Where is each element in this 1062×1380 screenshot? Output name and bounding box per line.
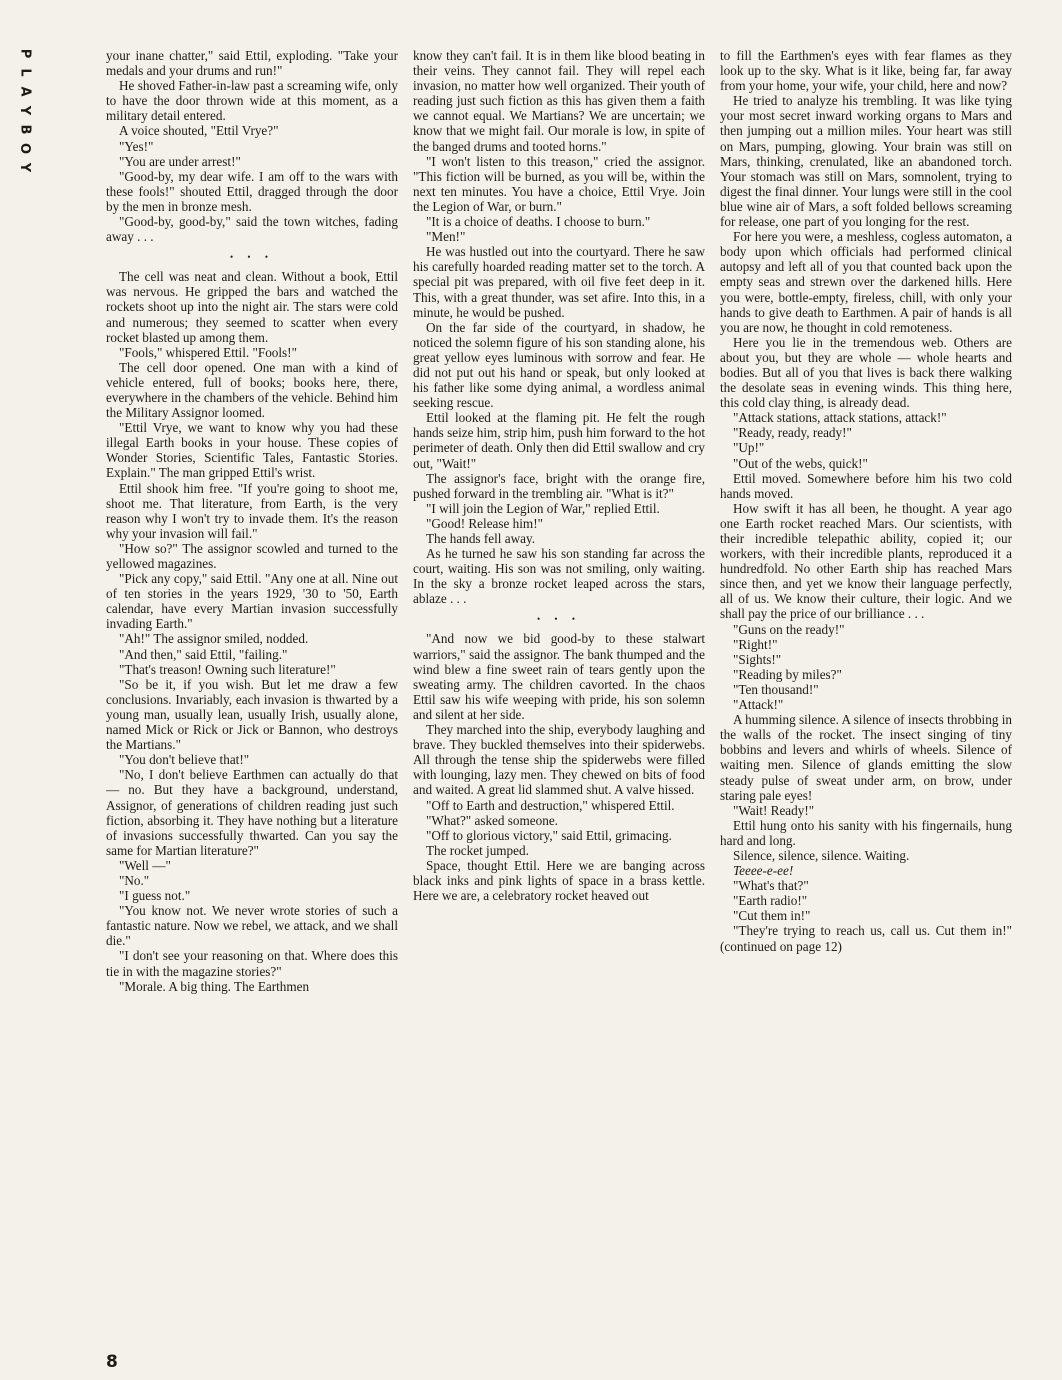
paragraph: "You are under arrest!" bbox=[119, 153, 241, 169]
paragraph: "I guess not." bbox=[119, 888, 191, 904]
paragraph: "Cut them in!" bbox=[733, 908, 811, 924]
paragraph: He tried to analyze his trembling. It was like tying your most secret inward working organs to Mars and then jumping out a million miles. Your heart was still on Mars, pumping, glowing. Your brain was still on Mars, thinking, crenulated, like an abandoned torch. Your stomach was still on Mars, somnolent, trying to digest the final dinner. Your lungs were still in the cool blue wine air of Mars, a soft folded bellows screaming for release, one part of you longing for the rest. bbox=[720, 93, 1012, 230]
paragraph: "Well —" bbox=[119, 857, 171, 873]
paragraph: Ettil shook him free. "If you're going to shoot me, shoot me. That literature, from Earth, is the very reason why I won't try to invade them. It's the reason why your invasion will fail." bbox=[106, 480, 398, 541]
text-column-2 bbox=[413, 48, 705, 1333]
paragraph: "Yes!" bbox=[119, 138, 154, 154]
paragraph: They marched into the ship, everybody laughing and brave. They buckled themselves into their spiderwebs. All through the tense ship the spiderwebs were filled with lounging, lazy men. They chewed on bits of food and waited. A great lid slammed shut. A valve hissed. bbox=[413, 722, 705, 798]
section-separator: • • • bbox=[230, 252, 274, 263]
paragraph: "And then," said Ettil, "failing." bbox=[119, 646, 288, 662]
masthead-letter: L bbox=[17, 68, 33, 77]
paragraph: He was hustled out into the courtyard. There he saw his carefully hoarded reading matter set to the torch. A special pit was prepared, with oil five feet deep in it. This, with a great thunder, was set afire. Into this, in a minute, he would be pushed. bbox=[413, 244, 705, 320]
paragraph: "Out of the webs, quick!" bbox=[733, 455, 868, 471]
paragraph: Teeee-e-ee! bbox=[733, 863, 794, 879]
paragraph: He shoved Father-in-law past a screaming wife, only to have the door thrown wide at this moment, as a military detail entered. bbox=[106, 78, 398, 124]
paragraph: "Attack stations, attack stations, attack!" bbox=[733, 410, 947, 426]
paragraph: "I don't see your reasoning on that. Where does this tie in with the magazine stories?" bbox=[106, 948, 398, 979]
paragraph: "Good-by, my dear wife. I am off to the wars with these fools!" shouted Ettil, dragged through the door by the men in bronze mesh. bbox=[106, 168, 398, 214]
paragraph: How swift it has all been, he thought. A year ago one Earth rocket reached Mars. Our scientists, with their incredible telepathic ability, copied it; our workers, with their incredible plants, reproduced it a hundredfold. No other Earth ship has reached Mars since then, and yet we know their language perfectly, all of us. We know their culture, their logic. And we shall pay the price of our brilliance . . . bbox=[720, 500, 1012, 622]
paragraph: The cell door opened. One man with a kind of vehicle entered, full of books; books here, there, everywhere in the chambers of the vehicle. Behind him the Military Assignor loomed. bbox=[106, 359, 398, 421]
paragraph: A humming silence. A silence of insects throbbing in the walls of the rocket. The insect singing of tiny bobbins and levers and whirls of wheels. Silence of waiting men. Silence of glands emitting the slow steady pulse of sweat under arm, on brow, under staring pale eyes! bbox=[720, 712, 1012, 803]
paragraph: "No." bbox=[119, 872, 150, 888]
paragraph: "Wait! Ready!" bbox=[733, 802, 815, 818]
paragraph: "Ten thousand!" bbox=[733, 681, 819, 697]
paragraph: to fill the Earthmen's eyes with fear flames as they look up to the sky. What is it like, being far, far away from your home, your wife, your child, here and now? bbox=[720, 48, 1012, 94]
paragraph: The assignor's face, bright with the orange fire, pushed forward in the trembling air. "What is it?" bbox=[413, 470, 705, 501]
paragraph: "I will join the Legion of War," replied Ettil. bbox=[426, 500, 660, 516]
paragraph: The cell was neat and clean. Without a book, Ettil was nervous. He gripped the bars and watched the rockets shoot up into the night air. The stars were cold and numerous; they seemed to scatter when every rocket blasted up among them. bbox=[106, 269, 398, 345]
paragraph: "What?" asked someone. bbox=[426, 812, 558, 828]
paragraph: A voice shouted, "Ettil Vrye?" bbox=[119, 123, 279, 139]
paragraph: Here you lie in the tremendous web. Others are about you, but they are whole — whole hearts and bodies. But all of you that lives is back there walking the desolate seas in evening winds. This thing here, this cold clay thing, is already dead. bbox=[720, 334, 1012, 411]
masthead-letter: Y bbox=[17, 105, 33, 116]
paragraph: "Good-by, good-by," said the town witches, fading away . . . bbox=[106, 214, 398, 245]
paragraph: "Fools," whispered Ettil. "Fools!" bbox=[119, 344, 297, 360]
paragraph: "Guns on the ready!" bbox=[733, 621, 845, 637]
paragraph: "Attack!" bbox=[733, 697, 784, 713]
paragraph: "Reading by miles?" bbox=[733, 666, 842, 682]
masthead-letter: P bbox=[17, 48, 33, 59]
paragraph: Ettil hung onto his sanity with his fingernails, hung hard and long. bbox=[720, 817, 1012, 848]
paragraph: On the far side of the courtyard, in shadow, he noticed the solemn figure of his son standing alone, his great yellow eyes luminous with sorrow and fear. He did not put out his hand or speak, but only looked at his father like some dying animal, a wordless animal seeking rescue. bbox=[413, 319, 705, 411]
paragraph: "And now we bid good-by to these stalwart warriors," said the assignor. The bank thumped and the wind blew a fine sweet rain of tears gently upon the sweating army. The children cavorted. In the chaos Ettil saw his wife weeping with pride, his son solemn and silent at her side. bbox=[413, 631, 705, 722]
section-separator: • • • bbox=[537, 614, 581, 625]
paragraph: "What's that?" bbox=[733, 878, 809, 894]
paragraph: As he turned he saw his son standing far across the court, waiting. His son was not smiling, only waiting. In the sky a bronze rocket leaped across the stars, ablaze . . . bbox=[413, 546, 705, 607]
page-number: 8 bbox=[106, 1352, 118, 1372]
paragraph: "Pick any copy," said Ettil. "Any one at all. Nine out of ten stories in the years 1929, '30 to '50, Earth calendar, have every Martian invasion successfully invading Earth." bbox=[106, 571, 398, 632]
paragraph: "That's treason! Owning such literature!" bbox=[119, 661, 336, 677]
paragraph: "They're trying to reach us, call us. Cut them in!" (continued on page 12) bbox=[720, 923, 1012, 954]
paragraph: The rocket jumped. bbox=[426, 842, 529, 858]
text-column-1 bbox=[106, 48, 398, 1333]
masthead-letter: Y bbox=[17, 162, 33, 173]
paragraph: "Off to Earth and destruction," whispered Ettil. bbox=[426, 797, 675, 813]
paragraph: The hands fell away. bbox=[426, 531, 535, 546]
paragraph: know they can't fail. It is in them like blood beating in their veins. They cannot fail. They will repel each invasion, no matter how well organized. Their youth of reading just such fiction as this has given them a faith we cannot equal. We Martians? We are uncertain; we know that we might fail. Our morale is low, in spite of the banged drums and tooted horns." bbox=[413, 48, 705, 154]
paragraph: "Off to glorious victory," said Ettil, grimacing. bbox=[426, 827, 672, 843]
paragraph: "Good! Release him!" bbox=[426, 515, 543, 531]
paragraph: "Right!" bbox=[733, 636, 778, 652]
paragraph: "You don't believe that!" bbox=[119, 752, 250, 768]
paragraph: "Ah!" The assignor smiled, nodded. bbox=[119, 631, 309, 647]
paragraph: Space, thought Ettil. Here we are banging across black inks and pink lights of space in a brass kettle. Here we are, a celebratory rocket heaved out bbox=[413, 857, 705, 904]
text-column-3 bbox=[720, 48, 1012, 1333]
masthead-letter: O bbox=[17, 142, 33, 155]
paragraph: your inane chatter," said Ettil, exploding. "Take your medals and your drums and run!" bbox=[106, 48, 398, 79]
masthead bbox=[14, 44, 36, 177]
paragraph: "So be it, if you wish. But let me draw a few conclusions. Invariably, each invasion is thwarted by a young man, usually lean, usually Irish, usually alone, named Mick or Rick or Jick or Bannon, who destroys the Martians." bbox=[106, 676, 398, 753]
paragraph: "Men!" bbox=[426, 229, 466, 245]
paragraph: Ettil looked at the flaming pit. He felt the rough hands seize him, strip him, push him forward to the hot perimeter of death. Only then did Ettil swallow and cry out, "Wait!" bbox=[413, 410, 705, 471]
paragraph: "How so?" The assignor scowled and turned to the yellowed magazines. bbox=[106, 540, 398, 571]
paragraph: "Ready, ready, ready!" bbox=[733, 425, 852, 441]
paragraph: "Sights!" bbox=[733, 651, 782, 667]
paragraph: "It is a choice of deaths. I choose to burn." bbox=[426, 214, 651, 230]
paragraph: For here you were, a meshless, cogless automaton, a body upon which officials had performed clinical autopsy and left all of you that counted back upon the empty seas and strewn over the darkened hills. Here you were, bottle-empty, fireless, chill, with only your hands to give death to Earthmen. A pair of hands is all you are now, he thought in cold remoteness. bbox=[720, 229, 1012, 335]
paragraph: "I won't listen to this treason," cried the assignor. "This fiction will be burned, as you will be, within the next ten minutes. You have a choice, Ettil Vrye. Join the Legion of War, or burn." bbox=[413, 153, 705, 214]
masthead-letter: B bbox=[17, 124, 33, 135]
paragraph: "Ettil Vrye, we want to know why you had these illegal Earth books in your house. These copies of Wonder Stories, Scientific Tales, Fantastic Stories. Explain." The man gripped Ettil's wrist. bbox=[106, 420, 398, 481]
masthead-letter: A bbox=[17, 86, 33, 97]
paragraph: Silence, silence, silence. Waiting. bbox=[733, 847, 910, 863]
paragraph: "No, I don't believe Earthmen can actually do that — no. But they have a background, understand, Assignor, of generations of children reading just such fiction, absorbing it. They have nothing but a literature of invasions successfully thwarted. Can you say the same for Martian literature?" bbox=[106, 767, 398, 858]
paragraph: "You know not. We never wrote stories of such a fantastic nature. Now we rebel, we attack, and we shall die." bbox=[106, 903, 398, 949]
paragraph: "Up!" bbox=[733, 440, 765, 456]
paragraph: "Earth radio!" bbox=[733, 893, 808, 909]
paragraph: Ettil moved. Somewhere before him his two cold hands moved. bbox=[720, 470, 1012, 501]
paragraph: "Morale. A big thing. The Earthmen bbox=[119, 978, 310, 994]
